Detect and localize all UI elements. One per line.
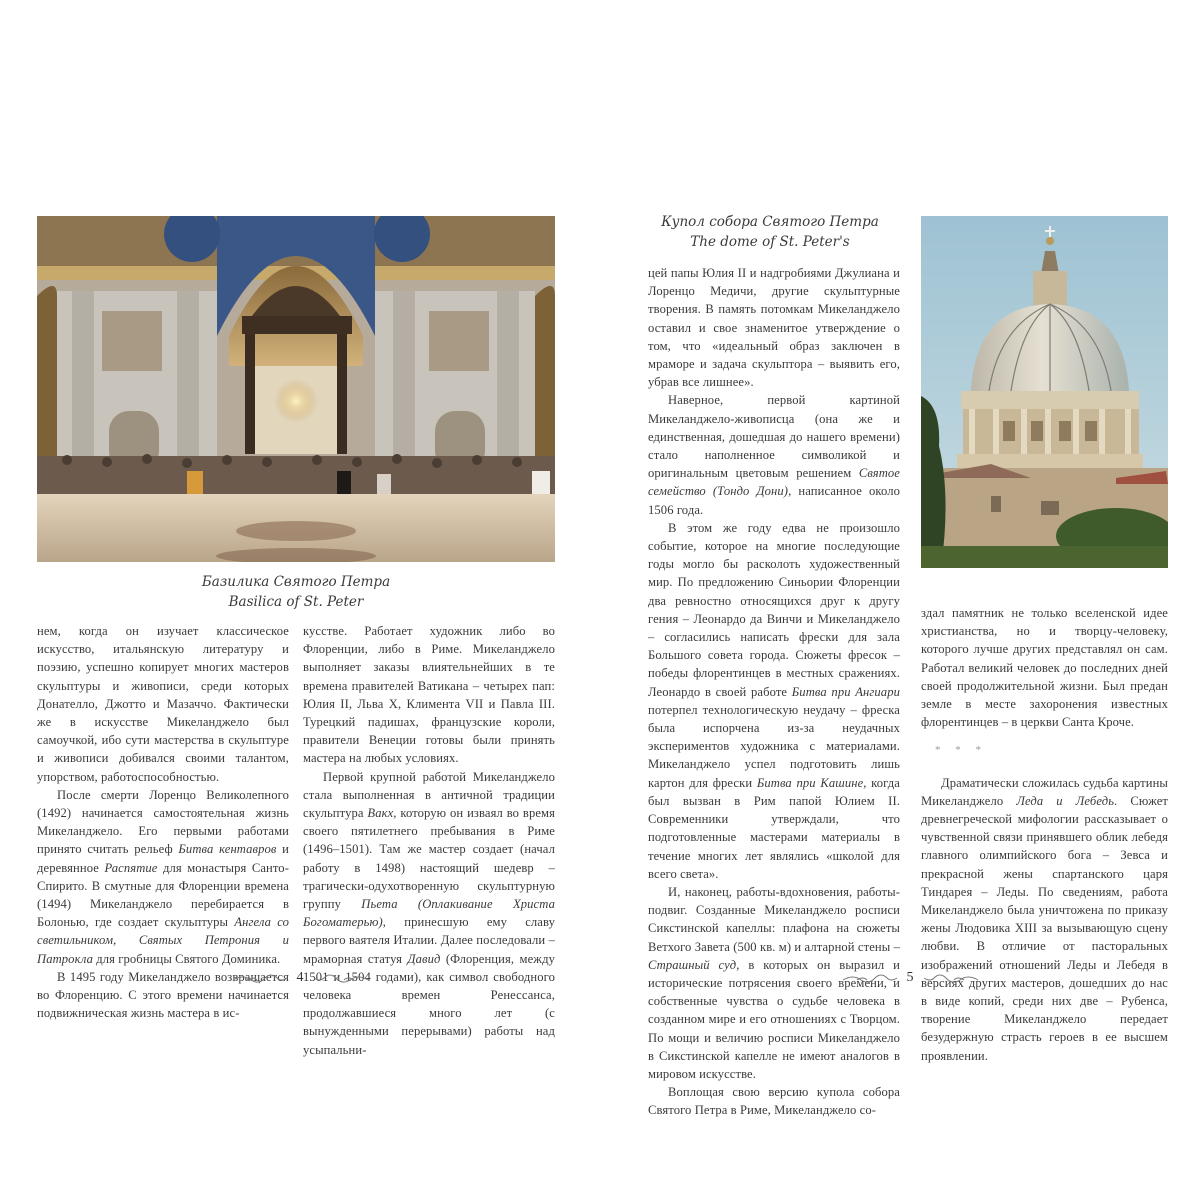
page-number: 5 [906,970,914,985]
text-run: и деревянное [37,842,289,875]
text-run: Воплощая свою версию купола собора Святого Петра в Риме, Микеланджело со- [648,1085,900,1118]
italic-title: Святое семейство (Тондо Дони) [648,466,900,499]
paragraph [648,519,900,883]
photo-caption [640,212,900,252]
text-run: И, наконец, работы-вдохновения, работы-подвиг. Созданные Микеланджело росписи Сикстинской капеллы: плафона на сюжеты Ветхого Завета (500 кв. м) и алтарной стены – [648,884,900,954]
ornament-left-icon [841,970,899,986]
text-run: Наверное, первой картиной Микеланджело-живописца (она же и единственная, дошедшая до нашего времени) стало наполненное символикой и оригинальным цветовым решением [648,393,900,481]
text-run: , которую он изваял во время своего пятилетнего пребывания в Риме (1496–1501). Там же мастер создает (начал работу в 1498) настоящий шедевр – трагически-одухотворенную скульптурную группу [303,806,555,912]
page-footer [830,966,990,990]
text-run: цей папы Юлия II и надгробиями Джулиана и Лоренцо Медичи, другие скульптурные творения. В память потомкам Микеланджело оставил и свое знаменитое утверждение о том, что «идеальный образ заключен в мраморе и задача скульптора – выявить его, убрав все лишнее». [648,266,900,390]
paragraph [921,774,1168,1065]
dome-photo [921,216,1168,568]
text-column [37,622,289,1022]
italic-title: Распятие [104,860,158,875]
basilica-photo [37,216,555,562]
text-run: В 1495 году Микеланджело возвращается во Флоренцию. С этого времени начинается подвижническая жизнь мастера в ис- [37,969,289,1021]
text-run: для монастыря Санто-Спирито. В смутные для Флоренции времена (1494) Микеланджело перебирается в Болонью, где создает скульптуры [37,860,289,930]
ornament-right-icon [922,970,980,986]
paragraph [648,391,900,518]
text-run: , когда был вызван в Рим папой Юлием II. Современники утверждали, что подготовленные мастерами материалы в течение многих лет являлись «школой для всего света». [648,775,900,881]
text-run: , написанное около 1506 года. [648,484,901,517]
italic-title: Битва при Кашине [756,775,864,790]
caption-ru: Купол собора Святого Петра [661,214,879,230]
italic-title: Ангела со светильником, Святых Петрония и Патрокла [37,915,289,966]
text-run: потерпел технологическую неудачу – фреска была испорчена из-за неудачных экспериментов художника с материалами. Микеланджело успел подготовить лишь картон для фрески [648,702,900,790]
text-run: , в которых он выразил и исторические потрясения своего времени, и собственные чувства о судьбе человека в созданном мире и его отношениях с Творцом. По мощи и величию росписи Микеланджело в Сикстинской капелле не имеют аналогов в мировом искусстве. [648,957,901,1081]
page-footer [220,966,380,990]
text-run: Драматически сложилась судьба картины Микеланджело [921,775,1168,808]
text-run: . Сюжет древнегреческой мифологии рассказывает о чувственной связи принявшего облик лебедя главного олимпийского бога – Зевса и прекрасной жены спартанского царя Тиндарея – Леды. По сведениям, работа Микеланджело была уничтожена по приказу жены Людовика XIII за вызывающую сцену любви. В отличие от пасторальных изображений отношений Леды и Лебедя в версиях других мастеров, дошедших до нас в виде копий, среди них две – Рубенса, творение Микеланджело передает безудержную страсть героев в ее высшем проявлении. [921,793,1168,1063]
photo-caption [37,572,555,612]
text-run: Первой крупной работой Микеланджело стала выполненная в античной традиции скульптура [303,769,555,821]
text-run: , принесшую ему славу первого ваятеля Италии. Далее последовали – мраморная статуя [303,915,555,966]
text-run: После смерти Лоренцо Великолепного (1492) начинается самостоятельная жизнь Микеланджело. Его первыми работами принято считать рельеф [37,787,289,857]
italic-title: Пьета (Оплакивание Христа Богоматерью) [303,897,555,930]
paragraph [921,604,1168,731]
italic-title: Страшный суд [648,957,737,972]
text-column [648,264,900,1120]
text-block [921,604,1168,731]
text-run: нем, когда он изучает классическое искусство, итальянскую литературу и поэзию, успешно копирует многих мастеров скульптуры и живописи, среди которых Донателло, Джотто и Мазаччо. Фактически же в искусстве Микеланджело был самоучкой, ибо сути мастерства в скульптуре и живописи добивался своими талантом, упорством, работоспособностью. [37,624,289,784]
paragraph [648,264,900,391]
text-run: для гробницы Святого Доминика. [92,951,281,966]
text-run: В этом же году едва не произошло событие, которое на многие последующие годы могло бы расколоть художественный мир. По предложению Синьории Флоренции два ревностно относящихся друг к другу гения – Леонардо да Винчи и Микеланджело – согласились написать фрески для зала Большого совета города. Сюжеты фресок – победы флорентинцев в местных сражениях. Леонардо в своей работе [648,520,900,699]
section-break: * * * [935,744,987,757]
paragraph [37,786,289,968]
right-page [600,0,1200,1200]
caption-ru: Базилика Святого Петра [201,574,391,590]
paragraph [37,622,289,786]
paragraph [303,622,555,768]
page-number: 4 [296,970,304,985]
italic-title: Давид [407,951,441,966]
text-run: кусстве. Работает художник либо во Флоренции, либо в Риме. Микеланджело выполняет заказы влиятельнейших в те времена правителей Ватикана – четырех пап: Юлия II, Льва X, Климента VII и Павла III. Турецкий падишах, французские короли, правители Венеции готовы были принять мастера на любых условиях. [303,624,555,766]
text-column [303,622,555,1059]
caption-en: The dome of St. Peter's [690,234,850,250]
text-run: здал памятник не только вселенской идее христианства, но и творцу-человеку, которого лучше других представлял он сам. Работал великий человек до последних дней своей продолжительной жизни. Был предан земле в месте захоронения известных флорентинцев – в церкви Санта Кроче. [921,606,1168,730]
ornament-left-icon [231,970,289,986]
paragraph [303,768,555,1059]
italic-title: Битва кентавров [178,842,277,857]
text-run: (Флоренция, между 1501 и 1504 годами), как символ свободного человека времен Ренессанса, продолжавшиеся много лет (с вынужденными перерывами) работы над усыпальни- [303,951,555,1057]
caption-en: Basilica of St. Peter [228,594,364,610]
text-block [921,774,1168,1065]
italic-title: Битва при Ангиари [791,684,900,699]
ornament-right-icon [312,970,370,986]
italic-title: Леда и Лебедь [1016,793,1115,808]
paragraph [648,1083,900,1119]
text-column [921,604,1168,1065]
italic-title: Вакх [367,806,394,821]
